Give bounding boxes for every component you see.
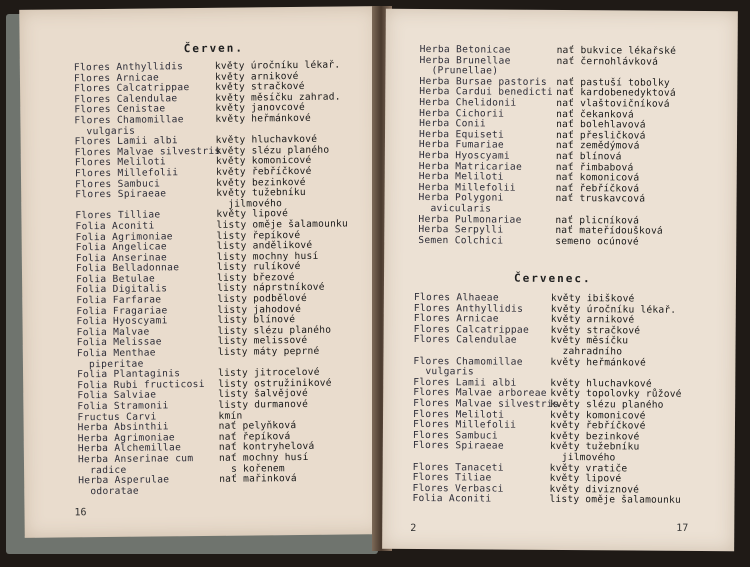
latin-name: Folia Menthae bbox=[76, 347, 156, 360]
czech-name: listy podbělové bbox=[217, 292, 307, 305]
latin-name: Herba Anserinae cum bbox=[77, 453, 194, 466]
right-entry-list-top bbox=[418, 44, 677, 248]
latin-name: Folia Angelicae bbox=[75, 241, 167, 254]
czech-name: listy řepíkové bbox=[216, 229, 301, 242]
latin-name: Herba Millefolii bbox=[418, 181, 516, 194]
czech-name: květy tužebníku bbox=[549, 441, 640, 453]
czech-name: listy blínové bbox=[217, 314, 296, 327]
czech-name: květy slézu planého bbox=[215, 144, 330, 157]
latin-name: Flores Sambuci bbox=[75, 177, 161, 190]
czech-name: s kořenem bbox=[231, 462, 285, 475]
czech-name: nať blínová bbox=[555, 150, 622, 163]
latin-name: Herba Hyoscyami bbox=[418, 149, 511, 162]
latin-name: Flores Spiraeae bbox=[75, 188, 167, 201]
left-entry-list bbox=[73, 59, 349, 497]
czech-name: květy měsíčku bbox=[550, 335, 629, 347]
czech-name: nať pelyňková bbox=[218, 420, 297, 433]
czech-name: nať řepíková bbox=[218, 430, 291, 443]
latin-name: Flores Tiliae bbox=[412, 472, 492, 484]
czech-name: nať řimbabová bbox=[555, 161, 634, 174]
czech-name: listy melissové bbox=[217, 335, 308, 348]
page-number-right: 17 bbox=[676, 522, 689, 534]
czech-name: květy heřmánkové bbox=[550, 356, 647, 369]
latin-name: Flores Calcatrippae bbox=[74, 82, 190, 95]
latin-name: Herba Cardui benedicti bbox=[419, 86, 554, 99]
latin-name: Folia Rubi fructicosi bbox=[77, 378, 205, 392]
czech-name: květy úročníku lékař. bbox=[214, 59, 341, 72]
czech-name: květy stračkové bbox=[215, 81, 305, 94]
latin-name: Flores Malvae silvestris bbox=[413, 397, 559, 410]
czech-name: květy hluchavkové bbox=[550, 377, 652, 390]
latin-name: Flores Cenistae bbox=[74, 103, 166, 116]
czech-name: listy oměje šalamounku bbox=[549, 494, 681, 507]
latin-name: Flores Spiraeae bbox=[412, 440, 505, 452]
czech-name: semeno ocúnové bbox=[555, 235, 639, 248]
latin-name: Herba Brunellae bbox=[419, 54, 511, 67]
latin-name: Semen Colchici bbox=[418, 234, 504, 247]
latin-name: Herba Polygoni bbox=[418, 192, 504, 204]
right-entry-list-bottom bbox=[412, 291, 682, 507]
latin-name: Flores Malvae silvestris bbox=[74, 145, 221, 159]
latin-name: Flores Meliloti bbox=[74, 156, 167, 169]
latin-name: Flores Malvae arboreae bbox=[413, 387, 547, 400]
czech-name: nať truskavcová bbox=[555, 193, 646, 205]
latin-name: Flores Tanaceti bbox=[412, 461, 504, 474]
latin-name: Herba Conii bbox=[419, 118, 486, 130]
czech-name: květy lipové bbox=[216, 208, 289, 221]
latin-name: Folia Aconiti bbox=[412, 493, 492, 505]
month-heading-july: Červenec. bbox=[513, 271, 592, 286]
czech-name: listy šalvějové bbox=[218, 388, 308, 401]
latin-name: Herba Chelidonii bbox=[419, 96, 517, 109]
czech-name: květy komonicové bbox=[550, 409, 646, 422]
latin-name: Fructus Carvi bbox=[77, 411, 157, 423]
czech-name: nať kontryhelová bbox=[218, 441, 315, 454]
latin-name: Flores Sambuci bbox=[412, 429, 499, 442]
latin-name: Flores Chamomillae bbox=[413, 355, 523, 368]
latin-name: Flores Anthyllidis bbox=[73, 61, 184, 74]
latin-name: Herba Fumariae bbox=[418, 139, 505, 151]
czech-name: listy durmanové bbox=[218, 398, 309, 411]
latin-name: avicularis bbox=[430, 203, 492, 215]
latin-name: vulgaris bbox=[425, 366, 475, 378]
czech-name: listy jitrocelové bbox=[218, 366, 320, 380]
czech-name: květy diviznové bbox=[549, 483, 640, 496]
czech-name: květy hluchavkové bbox=[215, 133, 318, 146]
latin-name: Flores Meliloti bbox=[413, 408, 505, 421]
czech-name: nať plicníková bbox=[555, 214, 640, 227]
latin-name: Flores Arnicae bbox=[413, 313, 499, 325]
czech-name: nať kardobenedyktová bbox=[556, 87, 676, 100]
latin-name: Flores Anthyllidis bbox=[413, 302, 524, 315]
latin-name: Flores Calendulae bbox=[413, 334, 517, 347]
czech-name: listy mochny husí bbox=[216, 250, 319, 263]
page-number-left: 16 bbox=[74, 507, 87, 519]
czech-name: květy arnikové bbox=[214, 70, 299, 83]
czech-name: listy andělikové bbox=[216, 239, 313, 252]
czech-name: květy heřmánkové bbox=[215, 112, 312, 125]
czech-name: nať komonicová bbox=[555, 172, 640, 184]
latin-name: Flores Verbasci bbox=[412, 482, 504, 495]
czech-name: nať mateřídoušková bbox=[555, 225, 663, 237]
latin-name: Folia Hyoscyami bbox=[76, 315, 168, 328]
latin-name: Herba Betonicae bbox=[419, 44, 511, 56]
latin-name: Flores Lamii albi bbox=[74, 135, 178, 148]
latin-name: Folia Fragariae bbox=[76, 305, 168, 317]
latin-name: Folia Anserinae bbox=[75, 252, 168, 264]
czech-name: listy březové bbox=[217, 271, 295, 284]
latin-name: Folia Farfarae bbox=[76, 294, 162, 307]
latin-name: Folia Salviae bbox=[77, 389, 157, 402]
latin-name: Herba Pulmonariae bbox=[418, 213, 522, 226]
czech-name: nať bukvice lékařské bbox=[556, 44, 677, 57]
czech-name: květy ibiškové bbox=[550, 292, 635, 305]
czech-name: listy náprstníkové bbox=[217, 282, 325, 295]
czech-name: zahradního bbox=[562, 345, 623, 358]
czech-name: květy komonicové bbox=[215, 155, 312, 168]
czech-name: jilmového bbox=[561, 451, 616, 464]
czech-name: listy rulíkové bbox=[216, 261, 301, 274]
czech-name: nať mařinková bbox=[219, 473, 297, 485]
latin-name: Folia Malvae bbox=[76, 326, 150, 339]
latin-name: Folia Plantaginis bbox=[77, 368, 181, 381]
latin-name: Herba Matricariae bbox=[418, 160, 523, 173]
czech-name: nať mochny husí bbox=[218, 451, 309, 464]
czech-name: nať černohlávková bbox=[556, 55, 659, 68]
czech-name: květy vratiče bbox=[549, 462, 628, 474]
latin-name: Folia Betulae bbox=[76, 273, 156, 286]
czech-name: květy měsíčku zahrad. bbox=[215, 91, 341, 104]
latin-name: piperitae bbox=[88, 358, 144, 370]
czech-name: nať zemědýmová bbox=[555, 140, 640, 152]
latin-name: Folia Belladonnae bbox=[75, 262, 180, 275]
signature-mark: 2 bbox=[410, 522, 417, 535]
czech-name: květy bezinkové bbox=[549, 430, 640, 443]
month-heading-june: Červen. bbox=[183, 41, 245, 56]
czech-name: květy topolovky růžové bbox=[550, 388, 682, 401]
latin-name: Herba Serpylli bbox=[418, 224, 504, 236]
right-page bbox=[382, 9, 738, 551]
latin-name: Folia Digitalis bbox=[76, 283, 168, 296]
latin-name: Herba Cichorii bbox=[419, 107, 505, 120]
latin-name: Herba Absinthii bbox=[77, 421, 169, 434]
czech-name: listy oměje šalamounku bbox=[216, 218, 349, 231]
latin-name: odoratae bbox=[90, 485, 139, 497]
czech-name: květy lipové bbox=[549, 473, 622, 485]
latin-name: Herba Agrimoniae bbox=[77, 432, 176, 445]
latin-name: Folia Melissae bbox=[76, 336, 162, 349]
czech-name: květy bezinkové bbox=[216, 176, 306, 189]
latin-name: radice bbox=[90, 464, 127, 476]
latin-name: Flores Chamomillae bbox=[74, 114, 184, 127]
czech-name: květy arnikové bbox=[550, 314, 635, 326]
latin-name: Flores Tilliae bbox=[75, 209, 161, 222]
latin-name: Flores Calendulae bbox=[74, 93, 178, 106]
czech-name: nať pastuší tobolky bbox=[556, 76, 670, 89]
czech-name: květy úročníku lékař. bbox=[550, 303, 677, 316]
latin-name: Herba Asperulae bbox=[78, 474, 170, 487]
czech-name: jilmového bbox=[228, 197, 283, 210]
czech-name: květy stračkové bbox=[550, 324, 641, 337]
czech-name: květy řebříčkové bbox=[215, 165, 312, 178]
czech-name: nať řebříčková bbox=[555, 182, 640, 195]
czech-name: listy jahodové bbox=[217, 303, 302, 316]
left-page bbox=[19, 6, 383, 538]
czech-name: kmín bbox=[218, 410, 243, 422]
latin-name: Flores Arnicae bbox=[73, 72, 160, 84]
latin-name: Folia Aconiti bbox=[75, 220, 155, 233]
latin-name: Flores Alhaeae bbox=[413, 291, 499, 304]
czech-name: nať přesličková bbox=[555, 129, 646, 142]
czech-name: květy janovcové bbox=[215, 102, 305, 115]
czech-name: květy slézu planého bbox=[550, 398, 664, 411]
latin-name: Herba Bursae pastoris bbox=[419, 75, 548, 88]
czech-name: listy máty peprné bbox=[217, 345, 320, 358]
latin-name: (Prunellae) bbox=[431, 65, 499, 77]
czech-name: listy slézu planého bbox=[217, 324, 332, 337]
czech-name: nať bolehlavová bbox=[556, 119, 646, 131]
latin-name: Flores Calcatrippae bbox=[413, 323, 530, 336]
czech-name: nať vlaštovičníková bbox=[556, 97, 670, 110]
latin-name: Herba Alchemillae bbox=[77, 442, 182, 455]
latin-name: Folia Stramonii bbox=[77, 400, 169, 413]
latin-name: Herba Equiseti bbox=[418, 128, 505, 141]
czech-name: listy ostružinikové bbox=[218, 377, 332, 390]
latin-name: Flores Millefolii bbox=[74, 167, 179, 180]
latin-name: Folia Agrimoniae bbox=[75, 230, 173, 243]
czech-name: květy řebříčkové bbox=[549, 420, 646, 432]
latin-name: Herba Meliloti bbox=[418, 171, 504, 183]
latin-name: vulgaris bbox=[86, 125, 136, 137]
czech-name: nať čekanková bbox=[556, 108, 634, 121]
czech-name: květy tužebníku bbox=[216, 187, 306, 199]
latin-name: Flores Lamii albi bbox=[413, 376, 517, 389]
latin-name: Flores Millefolii bbox=[412, 419, 517, 431]
